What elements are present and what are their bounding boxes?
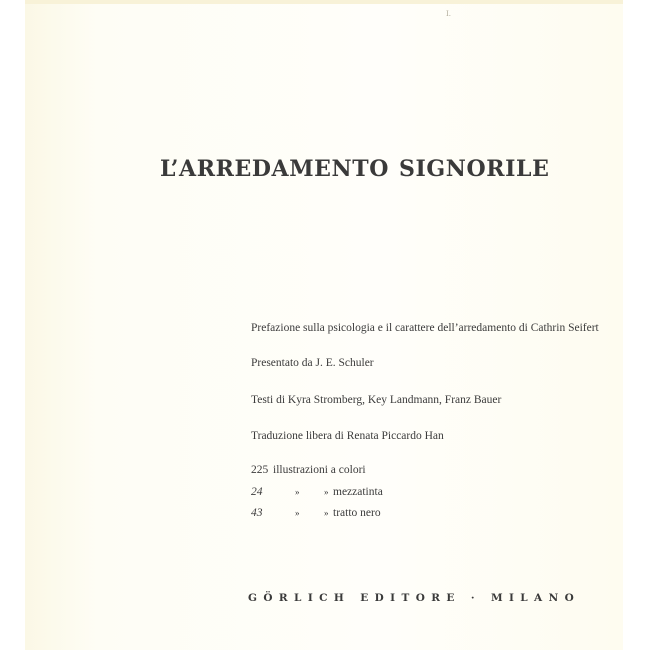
illustrations-label: mezzatinta <box>333 486 383 498</box>
illustrations-count: 24 <box>251 486 263 498</box>
illustrations-count: 43 <box>251 507 263 519</box>
credit-texts: Testi di Kyra Stromberg, Key Landmann, Franz Bauer <box>251 394 502 406</box>
credit-presenter: Presentato da J. E. Schuler <box>251 357 374 369</box>
ditto-mark: » <box>324 508 329 518</box>
title-part-1: L’ARREDAMENTO <box>160 156 389 182</box>
book-title-page <box>25 0 623 650</box>
handwritten-mark: I. <box>446 10 451 18</box>
ditto-mark: » <box>324 487 329 497</box>
ditto-mark: » <box>295 487 300 497</box>
book-title <box>160 156 549 182</box>
credit-translation: Traduzione libera di Renata Piccardo Han <box>251 430 444 442</box>
title-part-2: SIGNORILE <box>398 156 550 182</box>
illustrations-label: tratto nero <box>333 507 381 519</box>
illustrations-count: 225 <box>251 464 269 476</box>
credit-preface: Prefazione sulla psicologia e il carattere dell’arredamento di Cathrin Seifert <box>251 322 599 334</box>
illustrations-label: illustrazioni a colori <box>273 464 366 476</box>
publisher-imprint: GÖRLICH EDITORE · MILANO <box>248 592 581 604</box>
ditto-mark: » <box>295 508 300 518</box>
